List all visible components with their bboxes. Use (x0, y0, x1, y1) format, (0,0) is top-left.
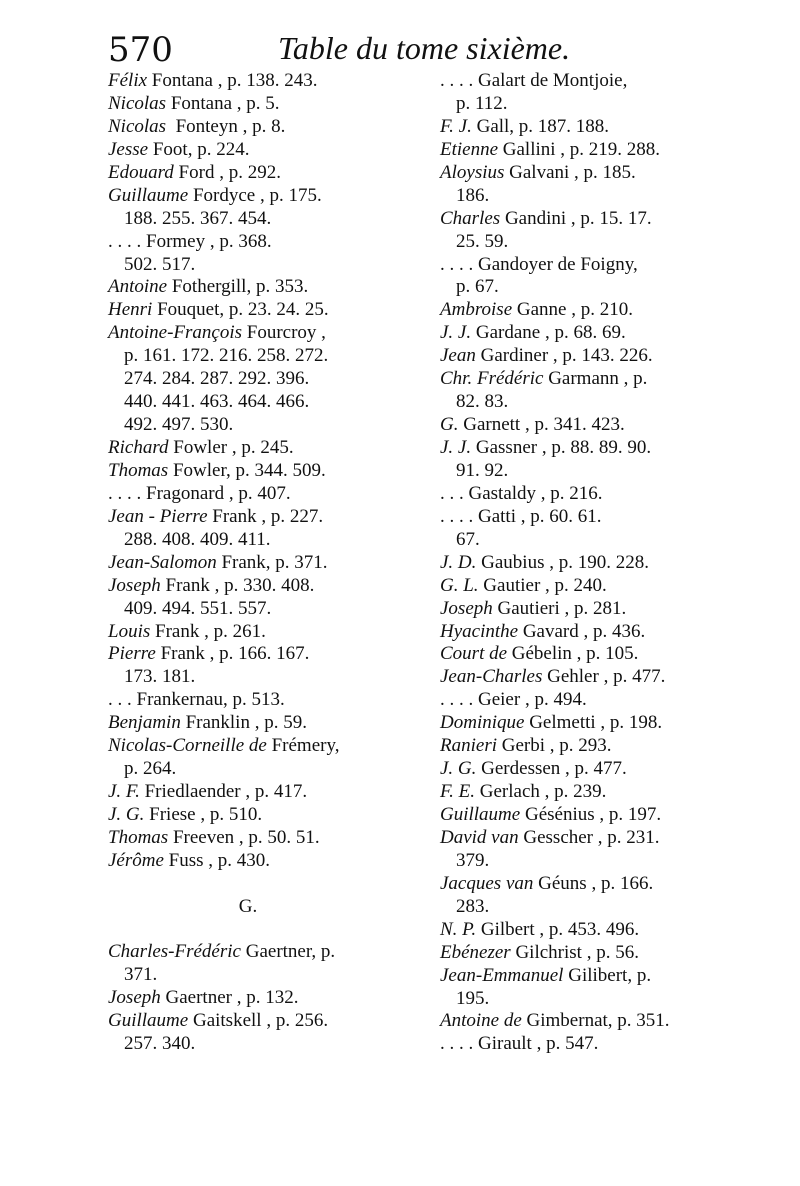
index-entry-line (108, 964, 428, 987)
forename: Joseph (108, 986, 161, 1008)
index-entry-line (108, 414, 428, 437)
forename: Charles (440, 207, 501, 229)
index-entry-line (108, 598, 428, 621)
forename: Jean-Charles (440, 666, 543, 688)
entry-text: Gaitskell , p. 256. (188, 1009, 329, 1031)
forename: N. P. (440, 918, 477, 940)
entry-text: Galvani , p. 185. (504, 161, 636, 183)
index-entry-line (440, 758, 760, 781)
forename: Guillaume (108, 184, 189, 206)
entry-text: . . . . Girault , p. 547. (440, 1033, 599, 1055)
index-entry-line (108, 804, 428, 827)
entry-text: Gelmetti , p. 198. (524, 712, 663, 734)
forename: Antoine-François (108, 322, 243, 344)
index-entry-line (440, 93, 760, 116)
entry-text: Fordyce , p. 175. (188, 184, 322, 206)
index-entry-line (440, 598, 760, 621)
forename: J. D. (440, 551, 477, 573)
forename: Chr. Frédéric (440, 368, 544, 390)
forename: Dominique (440, 712, 525, 734)
index-entry-line (440, 942, 760, 965)
entry-text: . . . Frankernau, p. 513. (108, 689, 285, 711)
index-entry-line (108, 437, 428, 460)
forename: David van (440, 826, 519, 848)
index-entry-line (440, 689, 760, 712)
entry-text: Frank , p. 166. 167. (155, 643, 310, 665)
index-entry-line (108, 483, 428, 506)
index-entry-line (108, 643, 428, 666)
index-entry-line (108, 391, 428, 414)
entry-text: 409. 494. 551. 557. (124, 597, 272, 619)
index-entry-line (440, 460, 760, 483)
entry-text: 371. (124, 963, 158, 985)
entry-text: 195. (456, 987, 490, 1009)
index-entry-line (108, 345, 428, 368)
forename: Benjamin (108, 712, 181, 734)
entry-text: Fonteyn , p. 8. (166, 115, 286, 137)
entry-text: Géuns , p. 166. (533, 872, 654, 894)
entry-text: Frank , p. 330. 408. (160, 574, 315, 596)
index-entry-line (440, 231, 760, 254)
forename: J. J. (440, 322, 472, 344)
index-entry-line (440, 483, 760, 506)
forename: G. L. (440, 574, 479, 596)
entry-text: Frank, p. 371. (216, 551, 328, 573)
entry-text: 379. (456, 849, 490, 871)
entry-text: Frank , p. 227. (207, 505, 324, 527)
index-entry-line (108, 827, 428, 850)
index-entry-line (440, 781, 760, 804)
forename: Ranieri (440, 735, 497, 757)
forename: Jean (440, 345, 476, 367)
entry-text: Gautieri , p. 281. (492, 597, 627, 619)
entry-text: Fontana , p. 138. 243. (147, 70, 318, 91)
entry-text: Foot, p. 224. (148, 138, 250, 160)
forename: Charles-Frédéric (108, 940, 241, 962)
entry-text: Frank , p. 261. (150, 620, 266, 642)
index-entry-line (108, 552, 428, 575)
index-entry-line (108, 208, 428, 231)
index-entry-line (440, 1033, 760, 1056)
entry-text: Fowler , p. 245. (168, 437, 294, 458)
index-entry-line (108, 506, 428, 529)
index-entry-line (440, 276, 760, 299)
entry-text: Fothergill, p. 353. (167, 276, 309, 298)
forename: Henri (108, 299, 153, 321)
entry-text: Gehler , p. 477. (542, 666, 666, 688)
index-entry-line (440, 873, 760, 896)
entry-text: Gésénius , p. 197. (520, 804, 662, 825)
forename: Nicolas (108, 115, 167, 137)
entry-text: Franklin , p. 59. (180, 712, 307, 734)
index-entry-line (440, 322, 760, 345)
entry-text: 274. 284. 287. 292. 396. (124, 368, 310, 390)
index-entry-line (108, 1010, 428, 1033)
index-entry-line (108, 781, 428, 804)
index-entry-line (440, 391, 760, 414)
entry-text: Friese , p. 510. (144, 804, 263, 825)
forename: Ebénezer (440, 941, 511, 963)
forename: J. F. (108, 781, 140, 803)
entry-text: . . . . Fragonard , p. 407. (108, 482, 291, 504)
entry-text: Gallini , p. 219. 288. (498, 138, 661, 160)
entry-text: 440. 441. 463. 464. 466. (124, 391, 310, 413)
entry-text: 173. 181. (124, 666, 196, 688)
index-entry-line (440, 575, 760, 598)
index-entry-line (108, 299, 428, 322)
forename: Jean - Pierre (108, 505, 208, 527)
index-entry-line (108, 185, 428, 208)
section-letter: G. (238, 895, 258, 917)
entry-text: Gerdessen , p. 477. (476, 758, 627, 780)
forename: Félix (108, 70, 148, 91)
index-entry-line (440, 506, 760, 529)
entry-text: Gilibert, p. (563, 964, 652, 986)
forename: Louis (108, 620, 151, 642)
entry-text: Garnett , p. 341. 423. (458, 414, 625, 436)
entry-text: 502. 517. (124, 253, 196, 275)
forename: F. J. (440, 115, 472, 137)
forename: Thomas (108, 459, 169, 481)
entry-text: p. 264. (124, 758, 177, 780)
entry-text: 288. 408. 409. 411. (124, 528, 271, 550)
index-entry-line (440, 437, 760, 460)
index-entry-line (440, 414, 760, 437)
forename: Hyacinthe (440, 620, 519, 642)
entry-text: . . . . Formey , p. 368. (108, 230, 272, 252)
entry-text: 492. 497. 530. (124, 414, 234, 436)
entry-text: Gandini , p. 15. 17. (500, 207, 652, 229)
forename: Etienne (440, 138, 499, 160)
index-entry-line (440, 666, 760, 689)
index-entry-line (108, 850, 428, 873)
forename: Antoine de (440, 1010, 522, 1032)
left-column (108, 70, 428, 1056)
forename: Jean-Emmanuel (440, 964, 564, 986)
index-entry-line (108, 621, 428, 644)
entry-text: Ford , p. 292. (173, 161, 281, 183)
index-entry-line (108, 162, 428, 185)
entry-text: p. 112. (456, 92, 508, 114)
index-entry-line (108, 322, 428, 345)
index-entry-line (108, 70, 428, 93)
index-entry-line (108, 575, 428, 598)
forename: Thomas (108, 826, 169, 848)
entry-text: . . . . Gatti , p. 60. 61. (440, 505, 602, 527)
forename: Antoine (108, 276, 168, 298)
index-entry-line (440, 299, 760, 322)
index-entry-line (440, 529, 760, 552)
entry-text: Gaertner, p. (240, 940, 336, 962)
entry-text: Gerlach , p. 239. (475, 781, 607, 803)
entry-text: Gilchrist , p. 56. (510, 941, 639, 963)
forename: Guillaume (108, 1009, 189, 1031)
entry-text: 67. (456, 528, 480, 550)
entry-text: 283. (456, 895, 490, 917)
entry-text: Frémery, (266, 735, 340, 757)
entry-text: p. 67. (456, 276, 499, 298)
entry-text: . . . . Galart de Montjoie, (440, 70, 628, 91)
index-entry-line (440, 850, 760, 873)
index-entry-line (108, 93, 428, 116)
index-entry-line (108, 460, 428, 483)
entry-text: Gardane , p. 68. 69. (471, 322, 626, 344)
page-header (108, 28, 748, 72)
index-entry-line (440, 712, 760, 735)
forename: G. (440, 414, 459, 436)
entry-text: Gesscher , p. 231. (518, 826, 660, 848)
entry-text: Fouquet, p. 23. 24. 25. (152, 299, 329, 321)
forename: Guillaume (440, 804, 521, 825)
entry-text: p. 161. 172. 216. 258. 272. (124, 345, 329, 367)
entry-text: Friedlaender , p. 417. (139, 781, 308, 803)
index-entry-line (440, 162, 760, 185)
index-entry-line (108, 529, 428, 552)
index-entry-line (440, 804, 760, 827)
index-entry-line (440, 185, 760, 208)
entry-text: Fuss , p. 430. (163, 849, 271, 871)
forename: Jesse (108, 138, 149, 160)
index-entry-line (108, 689, 428, 712)
index-entry-line (440, 368, 760, 391)
forename: J. J. (440, 437, 472, 458)
index-entry-line (440, 139, 760, 162)
entry-text: Gavard , p. 436. (518, 620, 646, 642)
entry-text: Gilbert , p. 453. 496. (476, 918, 640, 940)
index-entry-line (108, 276, 428, 299)
right-column (440, 70, 760, 1056)
index-entry-line (440, 896, 760, 919)
entry-text: Fowler, p. 344. 509. (168, 459, 326, 481)
forename: Joseph (440, 597, 493, 619)
forename: Joseph (108, 574, 161, 596)
page-title: Table du tome sixième. (278, 30, 571, 66)
forename: Richard (108, 437, 169, 458)
index-entry-line (108, 116, 428, 139)
index-entry-line (108, 368, 428, 391)
forename: Jean-Salomon (108, 551, 217, 573)
forename: Jacques van (440, 872, 534, 894)
index-entry-line (108, 666, 428, 689)
entry-text: Gall, p. 187. 188. (471, 115, 610, 137)
entry-text: Fourcroy , (242, 322, 326, 344)
index-entry-line (440, 919, 760, 942)
index-entry-line (440, 827, 760, 850)
entry-text: . . . Gastaldy , p. 216. (440, 482, 603, 504)
entry-text: Gautier , p. 240. (478, 574, 607, 596)
index-entry-line (440, 643, 760, 666)
entry-text: Gébelin , p. 105. (507, 643, 639, 665)
index-entry-line (440, 965, 760, 988)
index-entry-line (108, 712, 428, 735)
index-entry-line (440, 1010, 760, 1033)
forename: Nicolas (108, 92, 167, 114)
entry-text: Gimbernat, p. 351. (521, 1010, 670, 1032)
index-entry-line (440, 735, 760, 758)
entry-text: 82. 83. (456, 391, 509, 413)
page-number: 570 (108, 30, 173, 70)
entry-text: Gerbi , p. 293. (497, 735, 612, 757)
entry-text: 91. 92. (456, 459, 509, 481)
entry-text: Gassner , p. 88. 89. 90. (471, 437, 652, 458)
entry-text: 25. 59. (456, 230, 509, 252)
index-entry-line (108, 758, 428, 781)
entry-text: 188. 255. 367. 454. (124, 207, 272, 229)
index-entry-line (108, 735, 428, 758)
entry-text: Gaubius , p. 190. 228. (476, 551, 649, 573)
entry-text: Garmann , p. (543, 368, 648, 390)
index-entry-line (440, 208, 760, 231)
forename: Jérôme (108, 849, 164, 871)
index-entry-line (440, 116, 760, 139)
index-entry-line (108, 254, 428, 277)
entry-text: Gaertner , p. 132. (160, 986, 299, 1008)
forename: F. E. (440, 781, 476, 803)
index-entry-line (108, 231, 428, 254)
entry-text: . . . . Gandoyer de Foigny, (440, 253, 638, 275)
index-entry-line (440, 988, 760, 1011)
index-entry-line (440, 254, 760, 277)
entry-text: . . . . Geier , p. 494. (440, 689, 587, 711)
index-entry-line (440, 345, 760, 368)
entry-text: Ganne , p. 210. (512, 299, 633, 321)
entry-text: 257. 340. (124, 1032, 196, 1054)
forename: J. G. (440, 758, 477, 780)
forename: Edouard (108, 161, 174, 183)
entry-text: Fontana , p. 5. (166, 92, 280, 114)
index-entry-line (108, 987, 428, 1010)
index-entry-line (440, 552, 760, 575)
forename: Ambroise (440, 299, 513, 321)
forename: J. G. (108, 804, 145, 825)
index-entry-line (108, 139, 428, 162)
forename: Aloysius (440, 161, 505, 183)
index-entry-line (440, 621, 760, 644)
entry-text: Gardiner , p. 143. 226. (475, 345, 653, 367)
entry-text: Freeven , p. 50. 51. (168, 826, 320, 848)
forename: Nicolas-Corneille de (108, 735, 267, 757)
forename: Court de (440, 643, 508, 665)
forename: Pierre (108, 643, 156, 665)
index-entry-line (108, 1033, 428, 1056)
entry-text: 186. (456, 184, 490, 206)
index-entry-line (108, 941, 428, 964)
index-entry-line (440, 70, 760, 93)
